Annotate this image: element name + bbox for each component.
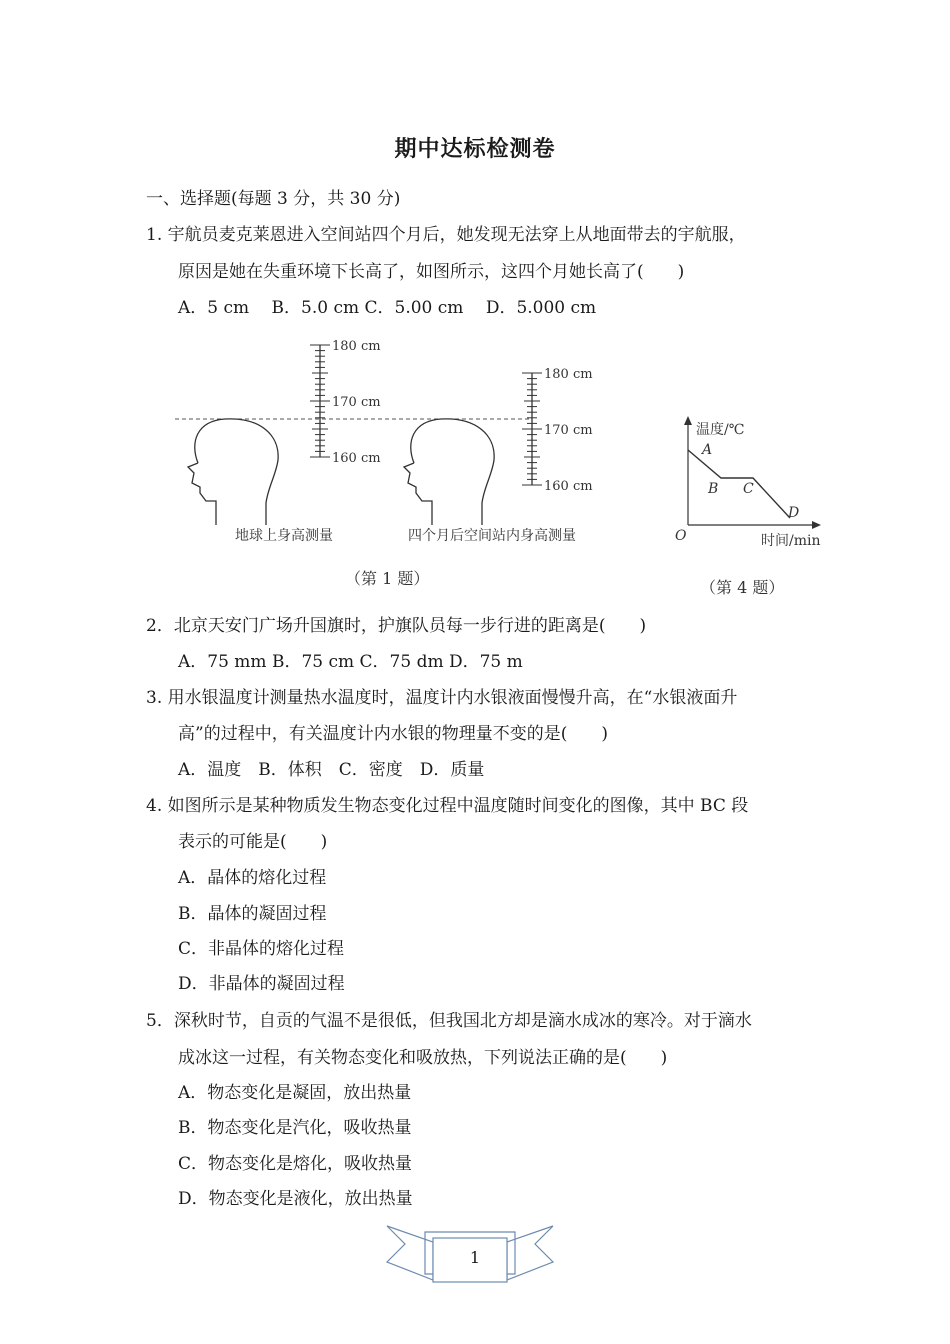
question-5-option-a: A．物态变化是凝固，放出热量	[178, 1083, 412, 1103]
question-1-line-2: 原因是她在失重环境下长高了，如图所示，这四个月她长高了( )	[178, 262, 685, 282]
ruler-2-label-180: 180 cm	[544, 367, 593, 382]
label-earth-measurement: 地球上身高测量	[235, 528, 333, 544]
question-5-line-1: 5．深秋时节，自贡的气温不是很低，但我国北方却是滴水成冰的寒冷。对于滴水	[146, 1011, 752, 1031]
origin-label: O	[675, 528, 687, 544]
question-5-option-c: C．物态变化是熔化，吸收热量	[178, 1154, 413, 1174]
page-number: 1	[469, 1248, 481, 1267]
ruler-1-label-180: 180 cm	[332, 339, 381, 354]
question-4-option-d: D．非晶体的凝固过程	[178, 974, 345, 994]
y-axis-label: 温度/℃	[696, 422, 745, 438]
head-outline-earth	[188, 419, 278, 525]
question-5-option-b: B．物态变化是汽化，吸收热量	[178, 1118, 412, 1138]
question-4-line-1: 4. 如图所示是某种物质发生物态变化过程中温度随时间变化的图像，其中 BC 段	[146, 796, 749, 816]
point-b-label: B	[708, 481, 719, 497]
question-2-options: A．75 mm B．75 cm C．75 dm D．75 m	[178, 652, 523, 672]
question-5-line-2: 成冰这一过程，有关物态变化和吸放热，下列说法正确的是( )	[178, 1048, 668, 1068]
x-axis-label: 时间/min	[761, 533, 821, 549]
question-4-option-a: A．晶体的熔化过程	[178, 868, 327, 888]
question-3-line-2: 高”的过程中，有关温度计内水银的物理量不变的是( )	[178, 724, 608, 744]
question-4-option-c: C．非晶体的熔化过程	[178, 939, 345, 959]
temperature-time-graph	[665, 410, 840, 555]
ruler-2-label-170: 170 cm	[544, 423, 593, 438]
question-2-line-1: 2．北京天安门广场升国旗时，护旗队员每一步行进的距离是( )	[146, 616, 647, 636]
temperature-curve	[688, 450, 790, 518]
figure-4-caption: （第 4 题）	[700, 578, 785, 597]
page-title: 期中达标检测卷	[394, 137, 556, 162]
ruler-1-label-160: 160 cm	[332, 451, 381, 466]
question-1-options: A．5 cm B．5.0 cm C．5.00 cm D．5.000 cm	[178, 298, 597, 318]
question-3-options: A．温度 B．体积 C．密度 D．质量	[178, 760, 485, 780]
ruler-space	[522, 367, 593, 494]
figure-1-caption: （第 1 题）	[345, 569, 430, 588]
ruler-2-label-160: 160 cm	[544, 479, 593, 494]
question-4-option-b: B．晶体的凝固过程	[178, 904, 327, 924]
point-c-label: C	[743, 481, 754, 497]
point-d-label: D	[788, 505, 800, 521]
height-measurement-figure	[170, 335, 640, 550]
ruler-earth	[310, 339, 381, 466]
point-a-label: A	[702, 442, 713, 458]
head-outline-space	[404, 419, 494, 525]
question-1-line-1: 1. 宇航员麦克莱恩进入空间站四个月后，她发现无法穿上从地面带去的宇航服，	[146, 225, 746, 245]
question-3-line-1: 3. 用水银温度计测量热水温度时，温度计内水银液面慢慢升高，在“水银液面升	[146, 688, 738, 708]
ruler-1-label-170: 170 cm	[332, 395, 381, 410]
question-4-line-2: 表示的可能是( )	[178, 832, 328, 852]
label-space-measurement: 四个月后空间站内身高测量	[408, 528, 576, 544]
question-5-option-d: D．物态变化是液化，放出热量	[178, 1189, 413, 1209]
section-heading: 一、选择题(每题 3 分，共 30 分)	[146, 189, 401, 209]
